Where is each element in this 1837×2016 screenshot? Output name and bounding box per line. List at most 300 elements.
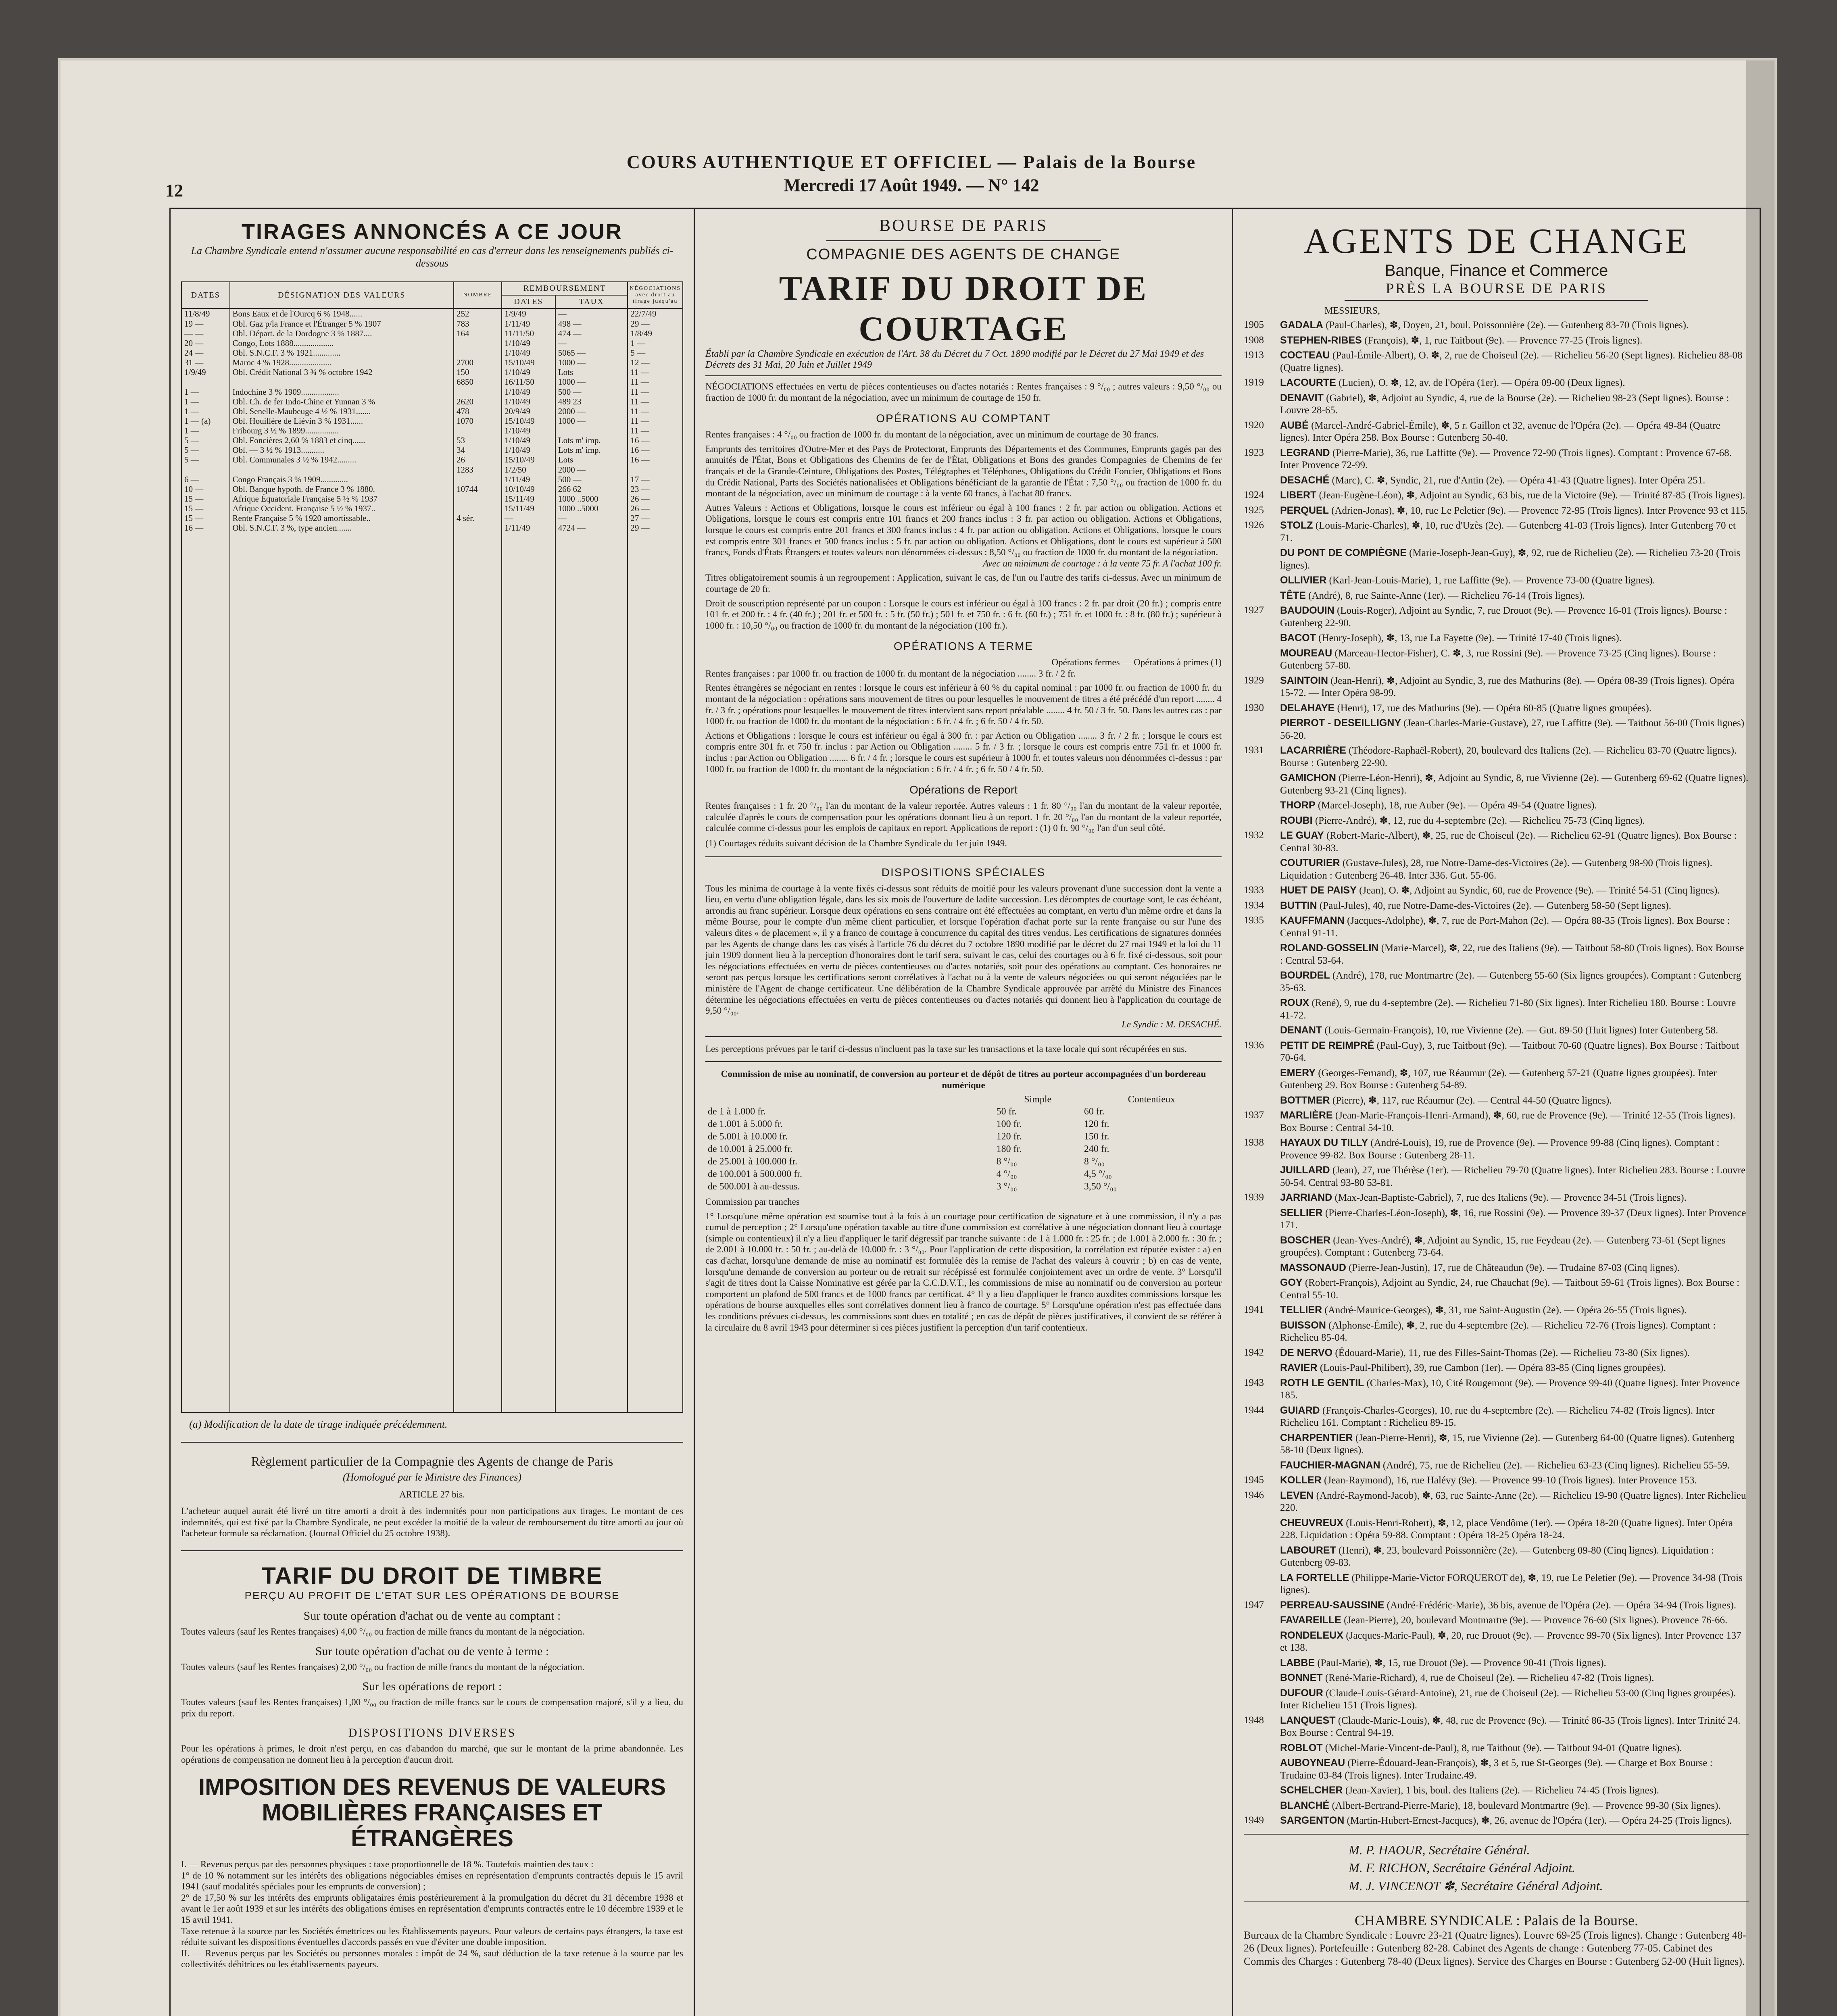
list-item (1244, 829, 1749, 854)
agent-name: BUTTIN (1280, 900, 1317, 911)
imposition-text-3: 2° de 17,50 % sur les intérêts des emprunts obligataires émis postérieurement à la promulgation du décret du 31 décembre 1938 et avant le 1er août 1939 et sur les intérêts des obligations émises en représentation d'emprunts contractés entre le 10 décembre 1939 et le 15 avril 1941. (181, 1892, 683, 1925)
commission-cell: 180 fr. (996, 1144, 1022, 1155)
table-row (181, 358, 683, 367)
agent-name: GOY (1280, 1277, 1303, 1288)
agent-entry (1280, 1191, 1749, 1204)
table-filler (181, 533, 683, 1412)
agent-name: DENANT (1280, 1025, 1322, 1036)
list-item (1244, 702, 1749, 715)
tirage-designation: Obl. Crédit National 3 ¾ % octobre 1942 (230, 367, 454, 377)
agent-year: 1933 (1244, 885, 1264, 896)
table-filler-cell (555, 533, 628, 1412)
comptant-minimum: Avec un minimum de courtage : à la vente 75 fr. A l'achat 100 fr. (983, 558, 1222, 569)
list-item (1244, 632, 1749, 645)
agent-details: (Michel-Marie-Vincent-de-Paul), 8, rue Taitbout (9e). — Taitbout 94-01 (Quatre lignes). (1325, 1742, 1682, 1754)
list-item (1244, 1517, 1749, 1542)
tirage-rdate: 1/10/49 (502, 426, 555, 435)
table-row (181, 523, 683, 533)
commission-cell: 3,50 °/₀₀ (1084, 1181, 1117, 1192)
divider (181, 1550, 683, 1551)
agent-name: DESACHÉ (1280, 474, 1330, 486)
agent-name: LIBERT (1280, 489, 1317, 501)
tirage-rdate: 1/10/49 (502, 397, 555, 406)
tirage-nombre (454, 387, 502, 397)
tirage-designation: Obl. Départ. de la Dordogne 3 % 1887.... (230, 329, 454, 338)
table-row (181, 435, 683, 445)
agent-details: (Édouard-Marie), 11, rue des Filles-Saint-Thomas (2e). — Richelieu 73-80 (Six lignes). (1335, 1347, 1690, 1358)
list-item (1244, 1814, 1749, 1827)
list-item (1244, 319, 1749, 332)
agent-year (1244, 1517, 1280, 1542)
agent-year (1244, 1757, 1280, 1782)
list-item (1244, 1404, 1749, 1429)
commission-cell: 150 fr. (1084, 1131, 1109, 1142)
agent-entry (1280, 884, 1749, 897)
agents-title: AGENTS DE CHANGE (1303, 222, 1689, 261)
list-item (1244, 1474, 1749, 1487)
tirage-nego: 11 — (628, 377, 683, 387)
table-row (181, 397, 683, 406)
commission-col-contentieux: Contentieux (1128, 1094, 1176, 1105)
tirage-date: 5 — (181, 455, 230, 464)
tirage-nego (628, 465, 683, 475)
agent-name: RAVIER (1280, 1362, 1318, 1373)
agent-details: (Marcel-André-Gabriel-Émile), ✽, 5 r. Gaillon et 32, avenue de l'Opéra (2e). — Opéra 49-84 (Quatre lignes). Inter Opéra 258. Box Bourse : Gutenberg 50-40. (1280, 420, 1720, 443)
agent-details: (Paul-Jules), 40, rue Notre-Dame-des-Victoires (2e). — Gutenberg 58-50 (Sept lignes). (1319, 900, 1672, 911)
agent-name: SARGENTON (1280, 1815, 1345, 1826)
tirage-rdate: 1/10/49 (502, 338, 555, 348)
report-text: Rentes françaises : 1 fr. 20 °/₀₀ l'an du montant de la valeur reportée. Autres valeurs : 1 fr. 80 °/₀₀ l'an du montant de la valeur reportée, calculée d'après le cours de compensation pour les opérations donnant lieu à un report. 1 fr. 20 °/₀₀ l'an du montant de la valeur reportée, calculée comme ci-dessus pour les emplois de capitaux en report. Applications de report : (1) 0 fr. 90 °/₀₀ l'an d'un seul côté. (705, 801, 1222, 833)
agent-entry (1280, 969, 1749, 994)
tirage-date: 15 — (181, 504, 230, 513)
tirage-designation: Afrique Équatoriale Française 5 ½ % 1937 (230, 494, 454, 504)
agent-details: (André-Maurice-Georges), ✽, 31, rue Saint-Augustin (2e). — Opéra 26-55 (Trois lignes). (1324, 1305, 1687, 1316)
table-row (705, 1181, 1222, 1193)
list-item (1244, 1362, 1749, 1375)
tirage-nego: 26 — (628, 494, 683, 504)
agent-year (1244, 969, 1280, 994)
agent-details: (Robert-François), Adjoint au Syndic, 24, rue Chauchat (9e). — Taitbout 59-61 (Trois lignes). Box Bourse : Central 55-10. (1280, 1277, 1740, 1301)
agent-name: MASSONAUD (1280, 1262, 1346, 1273)
timbre-comptant-text: Toutes valeurs (sauf les Rentes françaises) 4,00 °/₀₀ ou fraction de mille francs du montant de la négociation. (181, 1626, 585, 1637)
commission-cell: de 1 à 1.000 fr. (708, 1106, 766, 1117)
agent-name: KAUFFMANN (1280, 915, 1345, 926)
agent-year: 1944 (1244, 1404, 1264, 1416)
col-dates: DATES (181, 282, 230, 308)
agent-details: (Jean-Eugène-Léon), ✽, Adjoint au Syndic, 63 bis, rue de la Victoire (9e). — Trinité 87-85 (Trois lignes). (1319, 490, 1745, 501)
secretary-1: M. P. HAOUR, Secrétaire Général. (1349, 1842, 1530, 1857)
agent-details: (Henri), ✽, 23, boulevard Poissonnière (2e). — Gutenberg 09-80 (Cinq lignes). Liquidation : Gutenberg 09-83. (1280, 1545, 1714, 1568)
agent-entry (1280, 1024, 1749, 1037)
header-title: COURS AUTHENTIQUE ET OFFICIEL — Palais de la Bourse (626, 152, 1197, 172)
commission-cell: 100 fr. (996, 1119, 1022, 1130)
agent-entry (1280, 1039, 1749, 1064)
agent-details: (Gabriel), ✽, Adjoint au Syndic, 4, rue de la Bourse (2e). — Richelieu 98-23 (Sept lignes). Bourse : Louvre 28-65. (1280, 392, 1729, 416)
header-subtitle: Mercredi 17 Août 1949. — N° 142 (784, 175, 1039, 195)
agents-subtitle: Banque, Finance et Commerce (1385, 262, 1608, 279)
middle-column (695, 209, 1233, 2016)
list-item (1244, 1544, 1749, 1569)
tirage-nombre (454, 475, 502, 484)
agent-details: (Paul-Charles), ✽, Doyen, 21, boul. Poissonnière (2e). — Gutenberg 83-70 (Trois lignes). (1326, 320, 1689, 331)
list-item (1244, 1277, 1749, 1302)
tirage-nombre: 1283 (454, 465, 502, 475)
agent-name: PETIT DE REIMPRÉ (1280, 1039, 1374, 1051)
agent-name: BLANCHÉ (1280, 1799, 1330, 1811)
tirage-taux: 498 — (555, 319, 628, 329)
commission-cell: de 100.001 à 500.000 fr. (708, 1169, 802, 1180)
commission-cell: 8 °/₀₀ (1084, 1156, 1105, 1167)
agent-year (1244, 1629, 1280, 1654)
agent-details: (François-Charles-Georges), 10, rue du 4-septembre (2e). — Richelieu 74-82 (Trois lignes). Inter Richelieu 161. Comptant : Richelieu 89-15. (1280, 1405, 1715, 1428)
tirage-designation: Obl. Gaz p/la France et l'Étranger 5 % 1907 (230, 319, 454, 329)
divider (826, 240, 1101, 241)
table-row (705, 1106, 1222, 1118)
agent-details: (Georges-Fernand), ✽, 107, rue Réaumur (2e). — Gutenberg 57-21 (Quatre lignes groupées). Inter Gutenberg 29. Box Bourse : Gutenberg 54-89. (1280, 1067, 1717, 1091)
tirage-nego: 27 — (628, 513, 683, 523)
agent-details: (Jean), 27, rue Thérèse (1er). — Richelieu 79-70 (Quatre lignes). Inter Richelieu 283. Bourse : Louvre 50-54. Central 93-80 53-81. (1280, 1165, 1746, 1188)
agent-entry (1280, 1277, 1749, 1302)
agent-details: (Pierre-Léon-Henri), ✽, Adjoint au Syndic, 8, rue Vivienne (2e). — Gutenberg 69-62 (Quatre lignes). Gutenberg 93-21 (Cinq lignes). (1280, 773, 1749, 796)
list-item (1244, 1672, 1749, 1685)
secretary-3: M. J. VINCENOT ✽, Secrétaire Général Adjoint. (1349, 1879, 1603, 1893)
list-item (1244, 799, 1749, 812)
list-item (1244, 1714, 1749, 1739)
divider (1244, 1901, 1749, 1902)
col-remb-dates: DATES (502, 295, 555, 308)
speciales-head: DISPOSITIONS SPÉCIALES (881, 866, 1046, 879)
agent-name: PERREAU-SAUSSINE (1280, 1599, 1385, 1611)
agent-year (1244, 1234, 1280, 1259)
list-item (1244, 1191, 1749, 1204)
agent-details: (Jean-Yves-André), ✽, Adjoint au Syndic, 15, rue Feydeau (2e). — Gutenberg 73-61 (Sept lignes groupées). Comptant : Gutenberg 73-64. (1280, 1235, 1726, 1258)
tirage-designation: Obl. Foncières 2,60 % 1883 et cinq...... (230, 435, 454, 445)
agent-entry (1280, 1432, 1749, 1457)
tirage-nego: 5 — (628, 348, 683, 358)
agent-name: MARLIÈRE (1280, 1110, 1333, 1121)
list-item (1244, 1629, 1749, 1654)
tirage-nombre: 252 (454, 308, 502, 319)
agent-details: (Marceau-Hector-Fisher), C. ✽, 3, rue Rossini (9e). — Provence 73-25 (Cinq lignes). Bourse : Gutenberg 57-80. (1280, 648, 1716, 671)
agent-entry (1280, 914, 1749, 939)
list-item (1244, 1572, 1749, 1597)
agent-year: 1939 (1244, 1192, 1264, 1203)
agent-year: 1924 (1244, 489, 1264, 500)
tirage-taux: 500 — (555, 475, 628, 484)
agent-year (1244, 1432, 1280, 1457)
tirage-date: 5 — (181, 445, 230, 455)
agent-year (1244, 1742, 1280, 1755)
tirage-designation: Obl. Ch. de fer Indo-Chine et Yunnan 3 % (230, 397, 454, 406)
commission-col-label (705, 1094, 994, 1106)
agent-entry (1280, 1262, 1749, 1275)
agent-year (1244, 772, 1280, 797)
agent-name: DUFOUR (1280, 1687, 1323, 1699)
agent-details: (Pierre-André), ✽, 12, rue du 4-septembre (2e). — Richelieu 75-73 (Cinq lignes). (1315, 815, 1645, 826)
table-row (705, 1143, 1222, 1156)
commission-text: 1° Lorsqu'une même opération est soumise tout à la fois à un courtage pour certification de signature et à une commission, il n'y a pas cumul de perception ; 2° Lorsqu'une opération taxable au titre d'une commission est corrélative à une négociation donnant lieu à courtage (simple ou contentieux) il n'y a lieu d'appliquer le tarif dégressif par tranche suivante : de 1 à 1.000 fr. : 25 fr. ; de 1.001 à 2.000 fr. : 30 fr. ; de 2.001 à 10.000 fr. : 50 fr. ; au-delà de 10.000 fr. : 3 °/₀₀. Pour l'application de cette disposition, la corrélation est réputée exister : a) en cas d'achat, lorsqu'une demande de mise au nominatif est formulée dès la remise de l'achat des valeurs à couvrir ; b) en cas de vente, lorsqu'une demande de conversion au porteur ou de retrait sur récépissé est formulée conjointement avec un ordre de vente. 3° Lorsqu'il s'agit de titres dont la Caisse Nominative est gérée par la C.C.D.V.T., les commissions de mise au nominatif ou de conversion au porteur comportent un plafond de 500 francs et de 1000 francs par certificat. 4° Il y a lieu d'appliquer le franco auxdites commissions lorsque les opérations de bourse auxquelles elles sont corrélatives donnent lieu à franco de courtage. 5° Lorsqu'une opération n'est pas effectuée dans les conditions prévues ci-dessus, les commissions sont dues en totalité ; en cas de dépôt de pièces justificatives, il convient de se référer à la circulaire du 8 avril 1943 pour déterminer si ces pièces justifient la perception d'un tarif contentieux. (705, 1211, 1222, 1333)
tirage-nombre (454, 523, 502, 533)
agent-entry (1280, 1109, 1749, 1134)
agent-entry (1280, 799, 1749, 812)
agent-details: (André), 8, rue Sainte-Anne (1er). — Richelieu 76-14 (Trois lignes). (1308, 590, 1585, 601)
commission-cell: 4 °/₀₀ (996, 1169, 1017, 1180)
tirage-taux: 2000 — (555, 465, 628, 475)
agent-name: AUBOYNEAU (1280, 1757, 1345, 1768)
list-item (1244, 1039, 1749, 1064)
agent-year: 1947 (1244, 1599, 1264, 1610)
tirage-date (181, 377, 230, 387)
agent-year (1244, 1657, 1280, 1670)
tirage-nego: 11 — (628, 367, 683, 377)
agent-year (1244, 392, 1280, 417)
tirage-nego: 1/8/49 (628, 329, 683, 338)
timbre-report-head: Sur les opérations de report : (362, 1680, 502, 1693)
agent-year: 1949 (1244, 1815, 1264, 1826)
agent-name: ROLAND-GOSSELIN (1280, 942, 1379, 954)
agent-entry (1280, 489, 1749, 502)
list-item (1244, 574, 1749, 587)
agent-name: BOURDEL (1280, 970, 1330, 981)
tirage-date: 1 — (a) (181, 416, 230, 426)
list-item (1244, 1137, 1749, 1162)
agent-name: SCHELCHER (1280, 1785, 1343, 1796)
agent-year: 1942 (1244, 1347, 1264, 1358)
divider (705, 375, 1222, 376)
agent-name: COCTEAU (1280, 350, 1330, 361)
table-filler-cell (454, 533, 502, 1412)
divider (1244, 1834, 1749, 1835)
agent-details: (Lucien), O. ✽, 12, av. de l'Opéra (1er). — Opéra 09-00 (Deux lignes). (1339, 377, 1625, 388)
agent-name: HAYAUX DU TILLY (1280, 1137, 1368, 1148)
list-item (1244, 474, 1749, 487)
agent-year (1244, 1362, 1280, 1375)
agent-details: (Louis-Germain-François), 10, rue Vivienne (2e). — Gut. 89-50 (Huit lignes) Inter Gutenberg 58. (1324, 1025, 1718, 1036)
agent-year (1244, 1164, 1280, 1189)
agent-details: (Jean-Xavier), 1 bis, boul. des Italiens (2e). — Richelieu 74-45 (Trois lignes). (1345, 1785, 1659, 1796)
agent-entry (1280, 829, 1749, 854)
agent-name: LEGRAND (1280, 447, 1330, 458)
tirage-nego: 16 — (628, 435, 683, 445)
commission-cell: de 1.001 à 5.000 fr. (708, 1119, 783, 1130)
tirage-designation: Congo, Lots 1888................... (230, 338, 454, 348)
agent-details: (François), ✽, 1, rue Taitbout (9e). — Provence 77-25 (Trois lignes). (1364, 335, 1643, 346)
agent-year: 1943 (1244, 1377, 1264, 1388)
agent-entry (1280, 1474, 1749, 1487)
timbre-terme-text: Toutes valeurs (sauf les Rentes françaises) 2,00 °/₀₀ ou fraction de mille francs du montant de la négociation. (181, 1662, 585, 1672)
list-item (1244, 1614, 1749, 1627)
agent-entry (1280, 1319, 1749, 1344)
table-filler-cell (230, 533, 454, 1412)
table-row (181, 426, 683, 435)
tirage-date: 15 — (181, 513, 230, 523)
tirage-designation (230, 465, 454, 475)
agent-year: 1927 (1244, 605, 1264, 616)
agent-year: 1932 (1244, 830, 1264, 841)
agent-year: 1931 (1244, 745, 1264, 756)
tirage-designation: Obl. Senelle-Maubeuge 4 ½ % 1931....... (230, 406, 454, 416)
tirage-designation: Obl. S.N.C.F. 3 % 1921............. (230, 348, 454, 358)
newspaper-page (60, 60, 1774, 2016)
comptant-regroupement: Titres obligatoirement soumis à un regroupement : Application, suivant le cas, de l'un ou l'autre des tarifs ci-dessus. Avec un minimum de courtage de 20 fr. (705, 573, 1222, 594)
agent-entry (1280, 1207, 1749, 1232)
list-item (1244, 447, 1749, 472)
tirage-nego: 16 — (628, 455, 683, 464)
tirage-nombre (454, 338, 502, 348)
table-row (181, 475, 683, 484)
table-row (705, 1131, 1222, 1143)
list-item (1244, 717, 1749, 742)
terme-text-2: Rentes étrangères se négociant en rentes : lorsque le cours est inférieur à 60 % du capital nominal : par 1000 fr. ou fraction de 1000 fr. du montant de la négociation : opérations sans mouvement de titres ou pour lesquelles le mouvement de titres a été précédé d'un report ........ 4 fr. / 3 fr. ; opérations pour lesquelles le mouvement de titres intervient sans report préalable ........ 4 fr. 50 / 3 fr. 50. Dans les autres cas : par 1000 fr. ou fraction de 1000 fr. du montant de la négociation : 6 fr. / 4 fr. ; 6 fr. 50 / 4 fr. 50. (705, 683, 1222, 727)
list-item (1244, 1757, 1749, 1782)
agent-year (1244, 1319, 1280, 1344)
list-item (1244, 744, 1749, 769)
list-item (1244, 900, 1749, 912)
agent-details: (Paul-Émile-Albert), O. ✽, 2, rue de Choiseul (2e). — Richelieu 56-20 (Sept lignes). Richelieu 88-08 (Quatre lignes). (1280, 350, 1743, 373)
agent-year: 1920 (1244, 419, 1264, 431)
table-row (181, 329, 683, 338)
list-item (1244, 1784, 1749, 1797)
agent-details: (Louis-Henri-Robert), ✽, 12, place Vendôme (1er). — Opéra 18-20 (Quatre lignes). Inter Opéra 228. Liquidation : Opéra 59-88. Comptant : Opéra 18-25 Opéra 18-24. (1280, 1517, 1733, 1541)
tirage-rdate: 1/11/49 (502, 319, 555, 329)
left-column (171, 209, 695, 2016)
table-row (181, 445, 683, 455)
imposition-text-1: I. — Revenus perçus par des personnes physiques : taxe proportionnelle de 18 %. Toutefois maintien des taux : (181, 1859, 594, 1869)
tirage-taux: Lots m' imp. (555, 435, 628, 445)
list-item (1244, 392, 1749, 417)
list-item (1244, 772, 1749, 797)
list-item (1244, 604, 1749, 629)
tirage-rdate: 15/11/49 (502, 494, 555, 504)
agent-details: (André-Frédéric-Marie), 36 bis, avenue de l'Opéra (2e). — Opéra 34-94 (Trois lignes). (1387, 1599, 1737, 1611)
agent-details: (Marie-Joseph-Jean-Guy), ✽, 92, rue de Richelieu (2e). — Richelieu 73-20 (Trois lignes). (1280, 548, 1741, 571)
agent-name: PERQUEL (1280, 504, 1329, 516)
agent-entry (1280, 504, 1749, 517)
agent-entry (1280, 857, 1749, 882)
agent-details: (Philippe-Marie-Victor FORQUEROT de), ✽, 19, rue Le Peletier (9e). — Provence 34-98 (Trois lignes). (1280, 1572, 1743, 1595)
table-row (181, 504, 683, 513)
comptant-text-2: Emprunts des territoires d'Outre-Mer et des Pays de Protectorat, Emprunts des Départements et des Communes, Emprunts gagés par des annuités de l'État, Bons et Obligations des Chemins de fer de l'État, Obligations et Bons des grandes Compagnies de Chemins de fer français et de la Grande-Ceinture, Obligations des Postes, Télégraphes et Téléphones, Obligations du Crédit Foncier, Obligations et Bons du Crédit National, Parts des Sociétés nationalisées et Obligations bénéficiant de la garantie de l'État : 7,50 °/₀₀ ou fraction de 1000 fr. du montant de la négociation, avec un minimum de courtage : à la vente 60 francs, à l'achat 80 francs. (705, 444, 1222, 499)
messieurs-label: MESSIEURS, (1324, 306, 1380, 316)
agent-name: LE GUAY (1280, 830, 1324, 841)
col-negociations: NÉGOCIATIONS avec droit au tirage jusqu'au (628, 282, 683, 308)
syndic-signature: Le Syndic : M. DESACHÉ. (1122, 1019, 1222, 1029)
agent-details: (Karl-Jean-Louis-Marie), 1, rue Laffitte (9e). — Provence 73-00 (Quatre lignes). (1329, 575, 1655, 586)
agent-entry (1280, 814, 1749, 827)
terme-text-3: Actions et Obligations : lorsque le cours est inférieur ou égal à 300 fr. : par Action ou Obligation ........ 3 fr. / 2 fr. ; lorsque le cours est compris entre 301 fr. et 750 fr. inclus : par Action ou Obligation ........ 5 fr. / 3 fr. ; lorsque le cours est compris entre 751 fr. et 1000 fr. inclus : par Action ou Obligation ........ 6 fr. / 4 fr. ; lorsque le cours est supérieur à 1000 fr. et toutes valeurs non dénommées ci-dessus : par 1000 fr. ou fraction de 1000 fr. du montant de la négociation : 6 fr. / 4 fr. ; 6 fr. 50 / 4 fr. 50. (705, 730, 1222, 774)
comptant-text-3: Autres Valeurs : Actions et Obligations, lorsque le cours est inférieur ou égal à 100 francs : 2 fr. par action ou obligation. Actions et Obligations, lorsque le cours est compris entre 101 francs et 200 francs inclus : 3 fr. par action ou obligation. Actions et Obligations, lorsque le cours est compris entre 201 francs et 300 francs inclus : 4 fr. par action ou obligation. Actions et Obligations, lorsque le cours est compris entre 301 francs et 500 francs inclus : 5 fr. par action ou obligation. Actions et Obligations, dont le cours est supérieur à 500 francs, Fonds d'États Étrangers et toutes valeurs non dénommées ci-dessus : 8,50 °/₀₀ ou fraction de 1000 fr. du montant de la négociation. (705, 502, 1222, 558)
commission-cell: de 10.001 à 25.000 fr. (708, 1144, 792, 1155)
courtage-negociations: NÉGOCIATIONS effectuées en vertu de pièces contentieuses ou d'actes notariés : Rentes françaises : 9 °/₀₀ ; autres valeurs : 9,50 °/₀₀ ou fraction de 1000 fr. du montant de la négociation, avec un minimum de courtage de 150 fr. (705, 381, 1222, 403)
tirage-nombre (454, 348, 502, 358)
agent-year: 1936 (1244, 1039, 1264, 1051)
tirage-designation: Bons Eaux et de l'Ourcq 6 % 1948...... (230, 308, 454, 319)
agent-year (1244, 942, 1280, 967)
agent-year (1244, 474, 1280, 487)
tirage-date: 24 — (181, 348, 230, 358)
agent-details: (Jean-Pierre-Henri), ✽, 15, rue Vivienne (2e). — Gutenberg 64-00 (Quatre lignes). Gutenberg 58-10 (Deux lignes). (1280, 1432, 1735, 1456)
agent-year (1244, 1687, 1280, 1712)
agent-entry (1280, 1614, 1749, 1627)
tirage-date: 19 — (181, 319, 230, 329)
tirage-nombre: 34 (454, 445, 502, 455)
agent-year: 1919 (1244, 377, 1264, 388)
agent-year: 1923 (1244, 447, 1264, 458)
tirage-nombre (454, 494, 502, 504)
table-row (181, 455, 683, 464)
right-column (1233, 209, 1760, 2016)
table-filler-cell (502, 533, 555, 1412)
tirage-nombre (454, 504, 502, 513)
tirage-date: 6 — (181, 475, 230, 484)
tirage-taux: 1000 — (555, 377, 628, 387)
agent-details: (Alphonse-Émile), ✽, 2, rue du 4-septembre (2e). — Richelieu 72-76 (Trois lignes). Comptant : Richelieu 85-04. (1280, 1320, 1716, 1343)
agent-year (1244, 1614, 1280, 1627)
tirage-nombre: 2620 (454, 397, 502, 406)
agent-year: 1935 (1244, 915, 1264, 926)
company-label: COMPAGNIE DES AGENTS DE CHANGE (806, 246, 1121, 263)
table-row (181, 319, 683, 329)
agent-year (1244, 574, 1280, 587)
agent-year (1244, 1207, 1280, 1232)
timbre-diverses-text: Pour les opérations à primes, le droit n'est perçu, en cas d'abandon du marché, que sur le montant de la prime abandonnée. Les opérations de compensation ne donnent lieu à la perception d'aucun droit. (181, 1743, 683, 1765)
tirage-rdate: 15/11/49 (502, 504, 555, 513)
agent-year: 1908 (1244, 334, 1264, 346)
agent-entry (1280, 1094, 1749, 1107)
tirage-taux: 1000 ..5000 (555, 494, 628, 504)
list-item (1244, 1489, 1749, 1514)
agent-details: (Marcel-Joseph), 18, rue Auber (9e). — Opéra 49-54 (Quatre lignes). (1318, 800, 1597, 811)
agent-entry (1280, 1164, 1749, 1189)
tirage-rdate: 11/11/50 (502, 329, 555, 338)
tirage-designation: Obl. Banque hypoth. de France 3 % 1880. (230, 484, 454, 494)
commission-cell: 8 °/₀₀ (996, 1156, 1017, 1167)
table-row (181, 513, 683, 523)
list-item (1244, 1164, 1749, 1189)
agent-details: (Claude-Marie-Louis), ✽, 48, rue de Provence (9e). — Trinité 86-35 (Trois lignes). Inter Trinité 24. Box Bourse : Central 94-19. (1280, 1715, 1741, 1738)
list-item (1244, 1109, 1749, 1134)
comptant-text-1: Rentes françaises : 4 °/₀₀ ou fraction de 1000 fr. du montant de la négociation, avec un minimum de courtage de 30 francs. (705, 429, 1159, 440)
tirage-taux: 2000 — (555, 406, 628, 416)
terme-text-1: Rentes françaises : par 1000 fr. ou fraction de 1000 fr. du montant de la négociation ........ 3 fr. / 2 fr. (705, 668, 1076, 679)
table-row (181, 494, 683, 504)
agent-entry (1280, 1404, 1749, 1429)
agent-year (1244, 1459, 1280, 1472)
agent-details: (Pierre-Charles-Léon-Joseph), ✽, 16, rue Rossini (9e). — Provence 39-37 (Deux lignes). Inter Provence 171. (1280, 1207, 1746, 1231)
agent-details: (Paul-Marie), ✽, 15, rue Drouot (9e). — Provence 90-41 (Trois lignes). (1317, 1657, 1606, 1668)
list-item (1244, 675, 1749, 700)
tirage-date: 1 — (181, 406, 230, 416)
agent-details: (Claude-Louis-Gérard-Antoine), 21, rue de Choiseul (2e). — Richelieu 53-00 (Cinq lignes groupées). Inter Richelieu 151 (Trois lignes). (1280, 1687, 1736, 1711)
table-filler-cell (628, 533, 683, 1412)
agent-name: CHEUVREUX (1280, 1517, 1343, 1529)
divider (705, 1036, 1222, 1037)
agent-year (1244, 1672, 1280, 1685)
page-number: 12 (165, 181, 183, 200)
agent-entry (1280, 1784, 1749, 1797)
agent-details: (Charles-Max), 10, Cité Rougemont (9e). — Provence 99-40 (Quatre lignes). Inter Provence 185. (1280, 1377, 1740, 1401)
tirage-nombre: 4 sér. (454, 513, 502, 523)
tirage-nego: 17 — (628, 475, 683, 484)
courtage-etabli: Établi par la Chambre Syndicale en exécution de l'Art. 38 du Décret du 7 Oct. 1890 modifié par le Décret du 27 Mai 1949 et des Décrets des 31 Mai, 20 Juin et Juillet 1949 (705, 349, 1204, 370)
tirages-note: La Chambre Syndicale entend n'assumer aucune responsabilité en cas d'erreur dans les renseignements publiés ci-dessous (191, 245, 673, 269)
tirage-date: 20 — (181, 338, 230, 348)
list-item (1244, 814, 1749, 827)
table-row (705, 1168, 1222, 1181)
agent-details: (René-Marie-Richard), 4, rue de Choiseul (2e). — Richelieu 47-82 (Trois lignes). (1325, 1672, 1654, 1683)
agent-year (1244, 1067, 1280, 1092)
agent-details: (André), 75, rue de Richelieu (2e). — Richelieu 63-23 (Cinq lignes). Richelieu 55-59. (1382, 1460, 1730, 1471)
